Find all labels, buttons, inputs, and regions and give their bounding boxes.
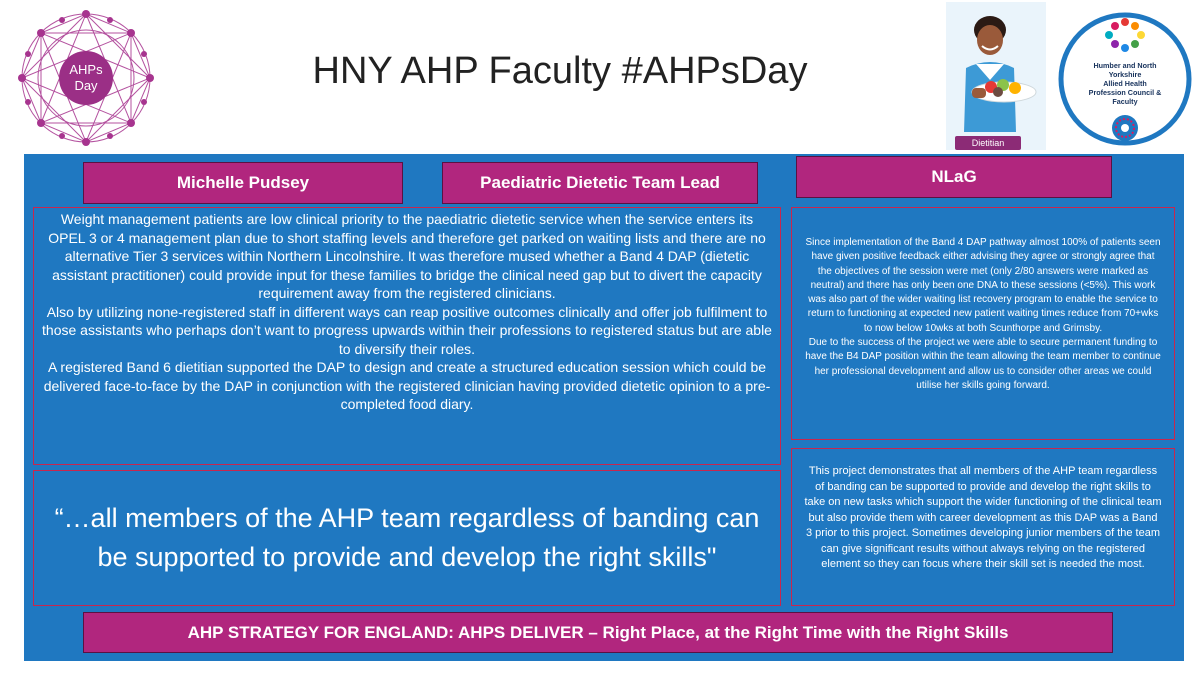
project-description bbox=[33, 207, 781, 465]
dietitian-label: Dietitian bbox=[955, 136, 1021, 150]
quote-box bbox=[33, 470, 781, 606]
description-paragraph: Also by utilizing none-registered staff in different ways can reap positive outcomes clinically and offer job fulfilment to those assistants who perhaps don’t want to progress upwards within their professions to registered status but are able to diversify their roles. bbox=[42, 303, 772, 357]
outcomes-paragraph: Due to the success of the project we were able to secure permanent funding to have the B4 DAP position within the team allowing the team member to continue her professional development and allow us to consider other areas we could utilise her skills going forward. bbox=[805, 337, 1161, 391]
presenter-role: Paediatric Dietetic Team Lead bbox=[442, 162, 758, 204]
ahps-logo-line-1: AHPs bbox=[69, 62, 103, 77]
council-logo-line-1: Humber and North bbox=[1093, 61, 1157, 70]
quote-text: “…all members of the AHP team regardless of banding can be supported to provide and develop the right skills" bbox=[54, 503, 760, 572]
conclusion-text: This project demonstrates that all members of the AHP team regardless of banding can be supported to provide and develop the right skills to take on new tasks which support the wider functioning of the clinical team but also provide them with career development as this DAP was a Band 3 prior to this project. Sometimes developing junior members of the team can give significant results without always relying on the registered element so they can focus where their skill set is needed the most. bbox=[804, 465, 1162, 570]
outcomes-paragraph: Since implementation of the Band 4 DAP pathway almost 100% of patients seen have given positive feedback either advising they agree or strongly agree that the objectives of the session were met (only 2/80 answers were marked as neutral) and there has only been one DNA to these sessions (<5%). This work was also part of the wider waiting list recovery program to enable the service to return to functioning at expected new patient waiting times reduce from 70+wks to now below 10wks at both Scunthorpe and Grimsby. bbox=[805, 237, 1161, 334]
outcomes-box bbox=[791, 207, 1175, 440]
description-paragraph: A registered Band 6 dietitian supported the DAP to design and create a structured education session which could be delivered face-to-face by the DAP in conjunction with the registered clinician having provided dietetic opinion to a pre-completed food diary. bbox=[43, 359, 771, 412]
presenter-name: Michelle Pudsey bbox=[83, 162, 403, 204]
council-logo-line-3: Allied Health bbox=[1103, 79, 1147, 88]
description-paragraph: Weight management patients are low clinical priority to the paediatric dietetic service when the service enters its OPEL 3 or 4 management plan due to short staffing levels and therefore get parked on waiting lists and there are no alternative Tier 3 services within Northern Lincolnshire. It was therefore mused whether a Band 4 DAP (dietetic assistant practitioner) could provide input for these families to bridge the clinical need gap but to divert the capacity requirement away from the registered clinicians. bbox=[48, 211, 766, 301]
ahps-day-logo bbox=[14, 6, 158, 150]
network-circle-icon bbox=[1112, 115, 1138, 141]
council-logo-line-2: Yorkshire bbox=[1108, 70, 1142, 79]
hny-ahp-council-logo bbox=[1056, 10, 1194, 148]
council-logo-line-5: Faculty bbox=[1112, 97, 1138, 106]
strategy-banner: AHP STRATEGY FOR ENGLAND: AHPS DELIVER – Right Place, at the Right Time with the Right Skills bbox=[83, 612, 1113, 653]
dietitian-illustration bbox=[946, 2, 1046, 150]
organisation-name: NLaG bbox=[796, 156, 1112, 198]
ahps-logo-line-2: Day bbox=[74, 78, 98, 93]
conclusion-box bbox=[791, 448, 1175, 606]
council-logo-line-4: Profession Council & bbox=[1088, 88, 1162, 97]
page-title: HNY AHP Faculty #AHPsDay bbox=[312, 50, 808, 92]
